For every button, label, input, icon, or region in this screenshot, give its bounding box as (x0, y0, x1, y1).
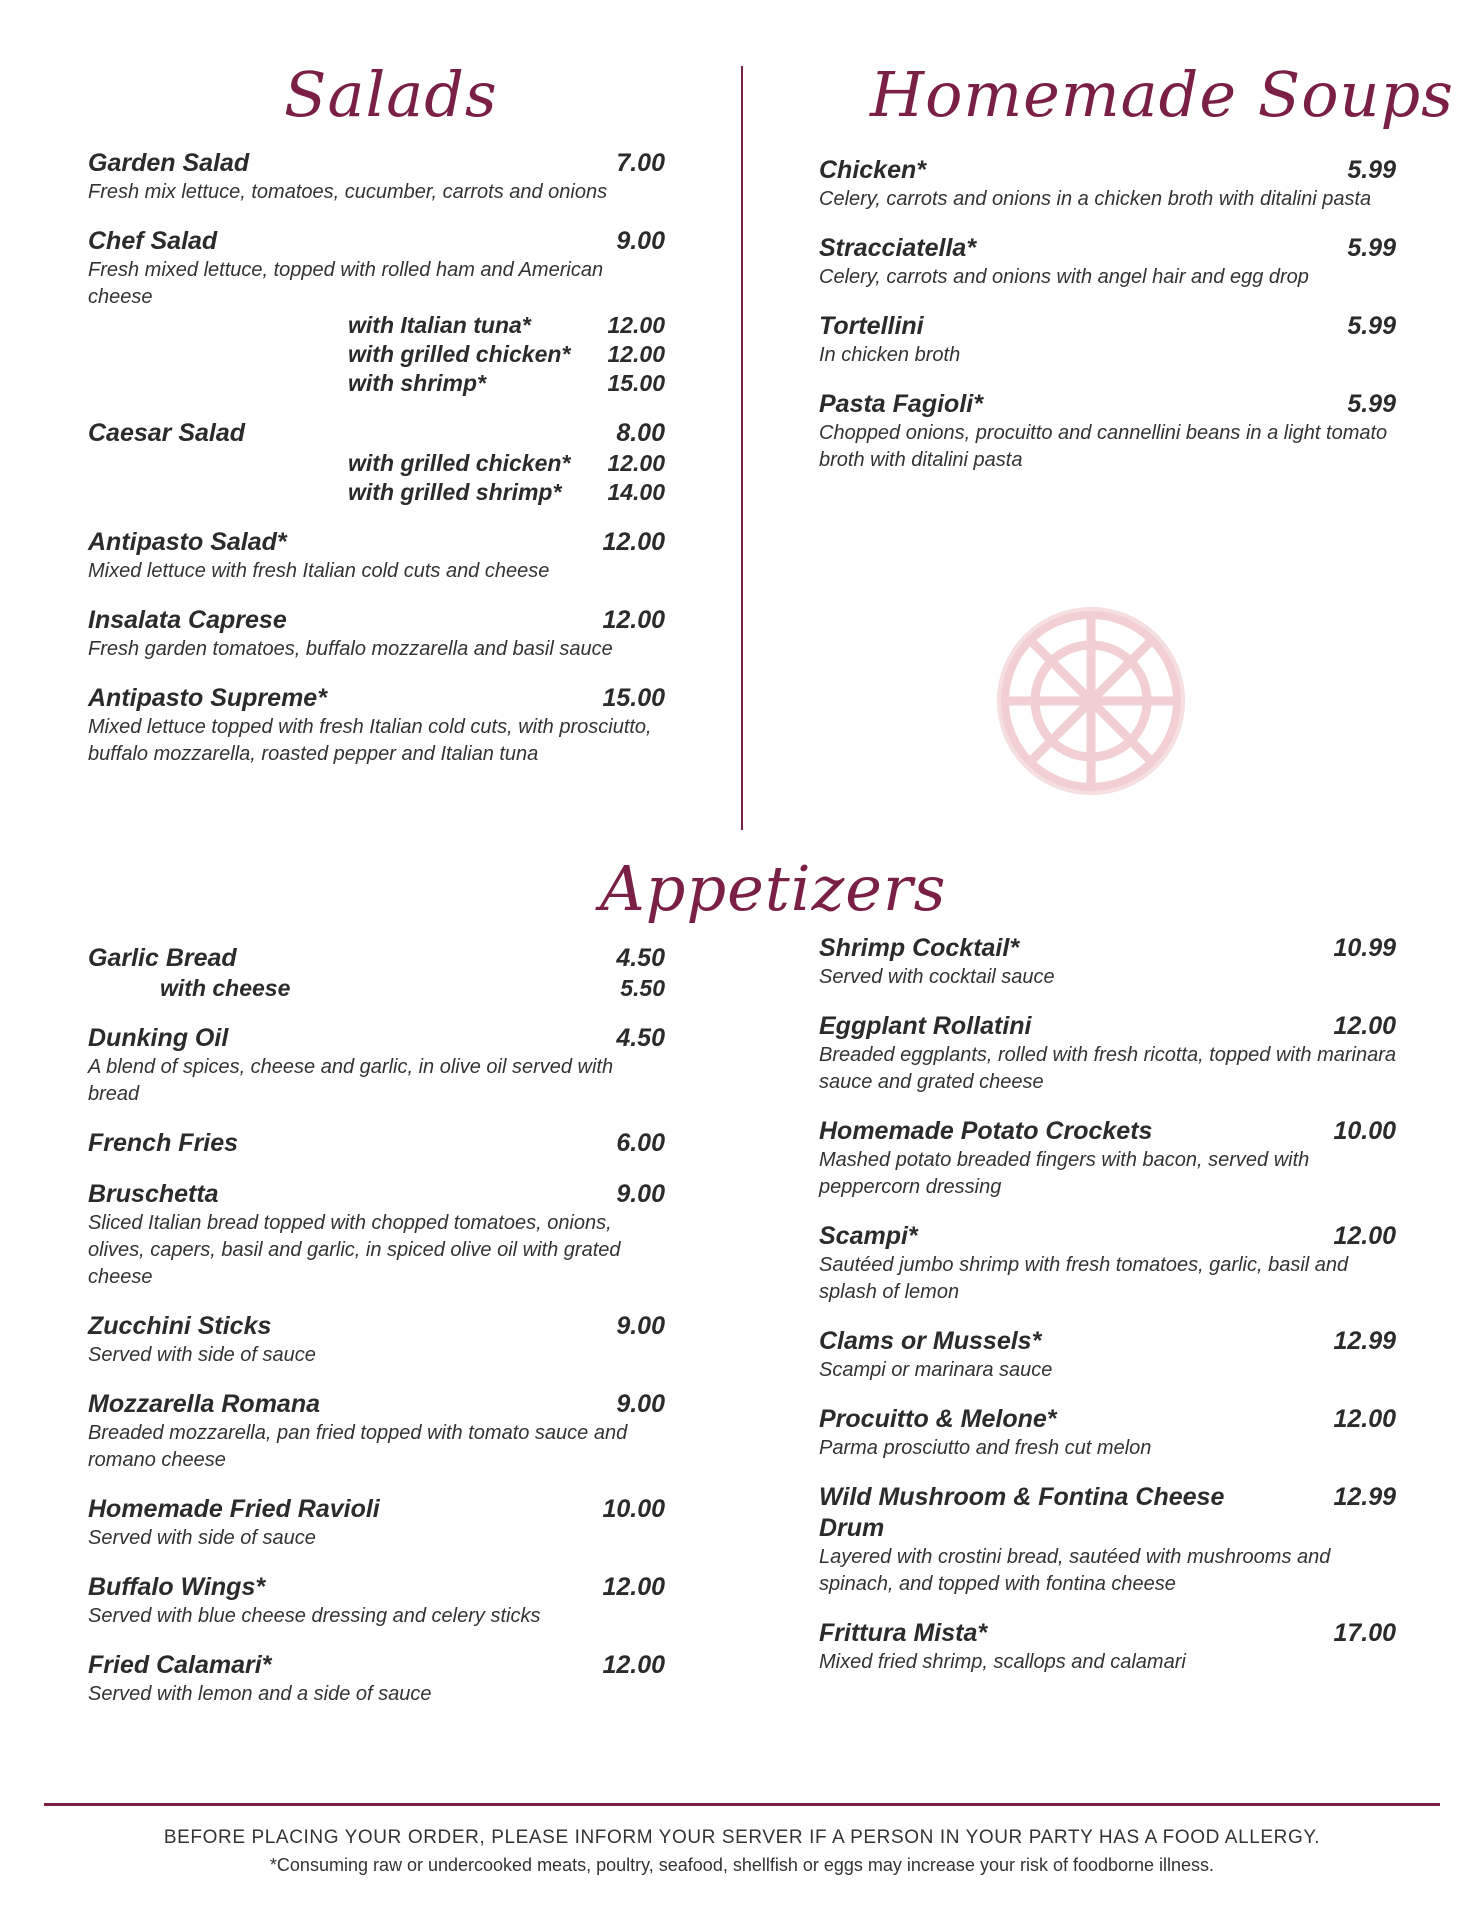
variant-price: 12.00 (607, 450, 665, 476)
menu-item (88, 943, 665, 1003)
item-name: Garden Salad (88, 149, 250, 177)
variant-name: with cheese (160, 975, 291, 1001)
foodborne-warning: *Consuming raw or undercooked meats, poultry, seafood, shellfish or eggs may increase your risk of foodborne illness. (269, 1855, 1215, 1875)
item-variant (348, 340, 665, 369)
appetizers-right-list (819, 933, 1396, 1696)
menu-item (88, 1311, 665, 1369)
item-description: Scampi or marinara sauce (819, 1359, 1053, 1381)
salads-title: Salads (284, 58, 498, 131)
item-name: Wild Mushroom & Fontina Cheese Drum (819, 1483, 1225, 1542)
item-price: 9.00 (616, 227, 665, 255)
menu-item (88, 1650, 665, 1708)
item-description: Served with cocktail sauce (819, 966, 1055, 988)
menu-item (88, 226, 665, 398)
item-name: Shrimp Cocktail* (819, 934, 1020, 962)
menu-item (88, 1179, 665, 1291)
menu-item (88, 605, 665, 663)
item-name: Procuitto & Melone* (819, 1405, 1057, 1433)
footer-rule (44, 1803, 1440, 1806)
item-description: Celery, carrots and onions with angel hair and egg drop (819, 266, 1309, 288)
wheel-logo-icon (993, 603, 1189, 799)
item-price: 12.00 (1333, 1222, 1396, 1250)
item-name: Pasta Fagioli* (819, 390, 983, 418)
item-price: 12.99 (1333, 1327, 1396, 1355)
item-price: 5.99 (1347, 312, 1396, 340)
item-name: French Fries (88, 1129, 239, 1157)
variant-price: 5.50 (620, 975, 665, 1001)
item-price: 7.00 (616, 149, 665, 177)
item-name: Chef Salad (88, 227, 218, 255)
item-name: Stracciatella* (819, 234, 977, 262)
item-name: Chicken* (819, 156, 926, 184)
variant-name: with Italian tuna* (348, 312, 531, 338)
variant-price: 12.00 (607, 341, 665, 367)
appetizers-left-list (88, 943, 665, 1728)
menu-item (819, 311, 1396, 369)
item-name: Zucchini Sticks (88, 1312, 272, 1340)
item-description: Mixed lettuce topped with fresh Italian cold cuts, with prosciutto, buffalo mozzarella, roasted pepper and Italian tuna (88, 716, 652, 765)
soups-list (819, 155, 1396, 494)
item-name: Frittura Mista* (819, 1619, 988, 1647)
item-name: Tortellini (819, 312, 924, 340)
soups-title: Homemade Soups (870, 58, 1454, 131)
item-price: 9.00 (616, 1390, 665, 1418)
item-description: Layered with crostini bread, sautéed with mushrooms and spinach, and topped with fontina cheese (819, 1546, 1331, 1595)
item-name: Mozzarella Romana (88, 1390, 321, 1418)
item-price: 5.99 (1347, 234, 1396, 262)
item-name: Homemade Fried Ravioli (88, 1495, 380, 1523)
variant-price: 12.00 (607, 312, 665, 338)
item-variant (348, 311, 665, 340)
item-name: Scampi* (819, 1222, 918, 1250)
item-price: 10.00 (602, 1495, 665, 1523)
menu-item (819, 155, 1396, 213)
item-price: 12.00 (602, 528, 665, 556)
variant-name: with grilled chicken* (348, 341, 571, 367)
item-description: Breaded mozzarella, pan fried topped with tomato sauce and romano cheese (88, 1422, 628, 1471)
variant-price: 14.00 (607, 479, 665, 505)
item-variant (348, 369, 665, 398)
item-description: Served with blue cheese dressing and celery sticks (88, 1605, 541, 1627)
menu-item (88, 1023, 665, 1108)
item-price: 10.00 (1333, 1117, 1396, 1145)
item-name: Garlic Bread (88, 944, 237, 972)
item-description: Mashed potato breaded fingers with bacon, served with peppercorn dressing (819, 1149, 1310, 1198)
item-price: 4.50 (616, 944, 665, 972)
item-price: 12.00 (602, 1573, 665, 1601)
item-description: Parma prosciutto and fresh cut melon (819, 1437, 1152, 1459)
menu-item (88, 148, 665, 206)
item-price: 12.00 (1333, 1012, 1396, 1040)
item-name: Caesar Salad (88, 419, 246, 447)
menu-item (819, 1221, 1396, 1306)
item-description: Sliced Italian bread topped with chopped tomatoes, onions, olives, capers, basil and garlic, in spiced olive oil with grated cheese (88, 1212, 621, 1288)
variant-name: with shrimp* (348, 370, 487, 396)
variant-price: 15.00 (607, 370, 665, 396)
item-price: 9.00 (616, 1180, 665, 1208)
item-price: 5.99 (1347, 156, 1396, 184)
item-name: Clams or Mussels* (819, 1327, 1042, 1355)
menu-item (819, 1116, 1396, 1201)
item-variant (160, 974, 665, 1003)
item-price: 12.00 (1333, 1405, 1396, 1433)
item-price: 15.00 (602, 684, 665, 712)
item-description: Chopped onions, procuitto and cannellini beans in a light tomato broth with ditalini pasta (819, 422, 1388, 471)
menu-item (819, 1011, 1396, 1096)
menu-item (819, 233, 1396, 291)
item-description: Fresh garden tomatoes, buffalo mozzarella and basil sauce (88, 638, 613, 660)
menu-item (819, 389, 1396, 474)
item-price: 12.99 (1333, 1483, 1396, 1511)
item-description: Fresh mixed lettuce, topped with rolled ham and American cheese (88, 259, 604, 308)
item-price: 5.99 (1347, 390, 1396, 418)
item-price: 4.50 (616, 1024, 665, 1052)
menu-item (88, 683, 665, 768)
column-divider (741, 66, 743, 830)
item-name: Antipasto Supreme* (88, 684, 327, 712)
item-name: Fried Calamari* (88, 1651, 272, 1679)
menu-item (88, 527, 665, 585)
item-price: 6.00 (616, 1129, 665, 1157)
item-price: 12.00 (602, 606, 665, 634)
variant-name: with grilled chicken* (348, 450, 571, 476)
menu-item (819, 1326, 1396, 1384)
item-variant (348, 478, 665, 507)
item-description: Fresh mix lettuce, tomatoes, cucumber, carrots and onions (88, 181, 608, 203)
menu-item (88, 1494, 665, 1552)
item-description: A blend of spices, cheese and garlic, in olive oil served with bread (88, 1056, 614, 1105)
item-description: Mixed fried shrimp, scallops and calamari (819, 1651, 1186, 1673)
appetizers-title: Appetizers (600, 852, 947, 925)
item-price: 12.00 (602, 1651, 665, 1679)
menu-item (88, 1128, 665, 1159)
item-name: Dunking Oil (88, 1024, 229, 1052)
item-price: 17.00 (1333, 1619, 1396, 1647)
allergy-notice: BEFORE PLACING YOUR ORDER, PLEASE INFORM YOUR SERVER IF A PERSON IN YOUR PARTY HAS A FOOD ALLERGY. (163, 1827, 1321, 1848)
menu-item (819, 1404, 1396, 1462)
item-description: Served with side of sauce (88, 1344, 316, 1366)
item-description: Breaded eggplants, rolled with fresh ricotta, topped with marinara sauce and grated cheese (819, 1044, 1396, 1093)
salads-list (88, 148, 665, 788)
menu-item (88, 418, 665, 507)
item-description: In chicken broth (819, 344, 961, 366)
menu-item (88, 1389, 665, 1474)
menu-item (88, 1572, 665, 1630)
item-name: Homemade Potato Crockets (819, 1117, 1153, 1145)
menu-item (819, 933, 1396, 991)
item-price: 9.00 (616, 1312, 665, 1340)
item-price: 10.99 (1333, 934, 1396, 962)
item-name: Buffalo Wings* (88, 1573, 266, 1601)
item-description: Served with lemon and a side of sauce (88, 1683, 432, 1705)
variant-name: with grilled shrimp* (348, 479, 562, 505)
item-name: Antipasto Salad* (88, 528, 287, 556)
menu-item (819, 1618, 1396, 1676)
menu-item (819, 1482, 1396, 1598)
item-description: Mixed lettuce with fresh Italian cold cuts and cheese (88, 560, 550, 582)
item-description: Served with side of sauce (88, 1527, 316, 1549)
item-price: 8.00 (616, 419, 665, 447)
item-description: Celery, carrots and onions in a chicken broth with ditalini pasta (819, 188, 1372, 210)
item-variant (348, 449, 665, 478)
item-name: Eggplant Rollatini (819, 1012, 1032, 1040)
item-name: Insalata Caprese (88, 606, 287, 634)
item-name: Bruschetta (88, 1180, 219, 1208)
item-description: Sautéed jumbo shrimp with fresh tomatoes, garlic, basil and splash of lemon (819, 1254, 1349, 1303)
